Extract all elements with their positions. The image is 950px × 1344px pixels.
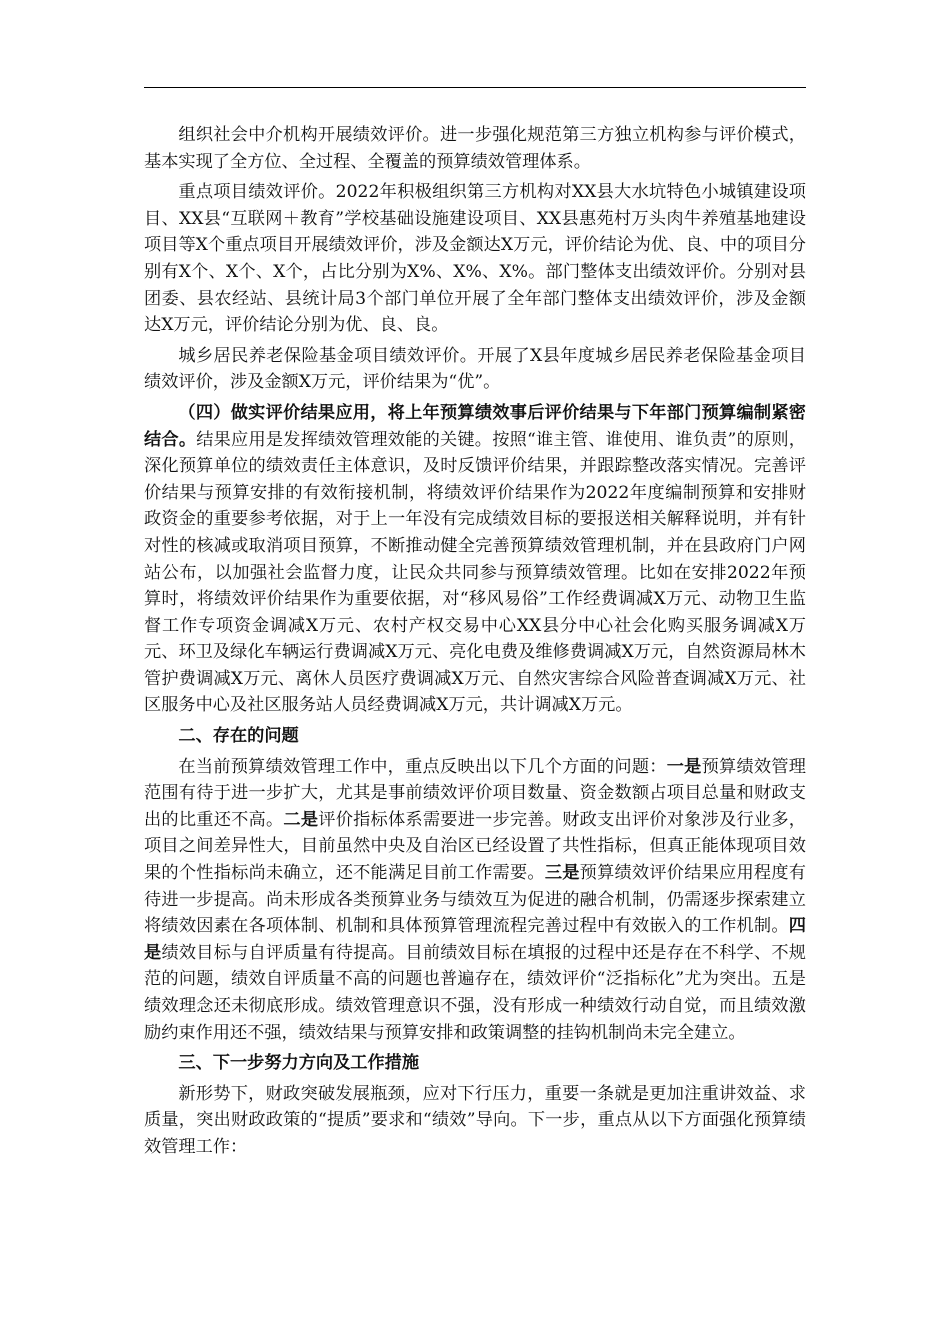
problem-marker-2: 二是 bbox=[283, 809, 319, 830]
problem-marker-4: 四是 bbox=[144, 916, 806, 963]
problem-marker-3: 三是 bbox=[544, 863, 580, 884]
heading-existing-problems: 二、存在的问题 bbox=[178, 726, 299, 747]
paragraph-problems bbox=[144, 754, 806, 1047]
paragraph-next-steps: 新形势下，财政突破发展瓶颈，应对下行压力，重要一条就是更加注重讲效益、求质量，突出财政政策的“提质”要求和“绩效”导向。下一步，重点从以下方面强化预算绩效管理工作： bbox=[144, 1083, 806, 1157]
problem-marker-1: 一是 bbox=[666, 756, 702, 777]
header-rule bbox=[144, 87, 806, 88]
problem-3-text: 预算绩效评价结果应用程度有待进一步提高。尚未形成各类预算业务与绩效互为促进的融合机制，仍需逐步探索建立将绩效因素在各项体制、机制和具体预算管理流程完善过程中有效嵌入的工作机制。 bbox=[144, 863, 806, 937]
problem-2-text: 评价指标体系需要进一步完善。财政支出评价对象涉及行业多，项目之间差异性大，目前虽然中央及自治区已经设置了共性指标，但真正能体现项目效果的个性指标尚未确立，还不能满足目前工作需要。 bbox=[144, 809, 806, 884]
document-body bbox=[144, 122, 806, 1161]
problem-1-text: 预算绩效管理范围有待于进一步扩大，尤其是事前绩效评价项目数量、资金数额占项目总量和财政支出的比重还不高。 bbox=[144, 756, 806, 830]
paragraph-result-application bbox=[144, 400, 806, 719]
paragraph-pension-fund-evaluation: 城乡居民养老保险基金项目绩效评价。开展了X县年度城乡居民养老保险基金项目绩效评价，涉及金额X万元，评价结果为“优”。 bbox=[144, 345, 806, 393]
paragraph-key-project-evaluation: 重点项目绩效评价。2022年积极组织第三方机构对XX县大水坑特色小城镇建设项目、XX县“互联网＋教育”学校基础设施建设项目、XX县惠苑村万头肉牛养殖基地建设项目等X个重点项目开展绩效评价，涉及金额达X万元，评价结论为优、良、中的项目分别有X个、X个、X个，占比分别为X%、X%、X%。部门整体支出绩效评价。分别对县团委、县农经站、县统计局3个部门单位开展了全年部门整体支出绩效评价，涉及金额达X万元，评价结论分别为优、良、良。 bbox=[144, 182, 806, 336]
result-application-text: 结果应用是发挥绩效管理效能的关键。按照“谁主管、谁使用、谁负责”的原则，深化预算单位的绩效责任主体意识，及时反馈评价结果，并跟踪整改落实情况。完善评价结果与预算安排的有效衔接机制，将绩效评价结果作为2022年度编制预算和安排财政资金的重要参考依据，对于上一年没有完成绩效目标的要报送相关解释说明，并有针对性的核减或取消项目预算，不断推动健全完善预算绩效管理机制，并在县政府门户网站公布，以加强社会监督力度，让民众共同参与预算绩效管理。比如在安排2022年预算时，将绩效评价结果作为重要依据，对“移风易俗”工作经费调减X万元、动物卫生监督工作专项资金调减X万元、农村产权交易中心XX县分中心社会化购买服务调减X万元、环卫及绿化车辆运行费调减X万元、亮化电费及维修费调减X万元，自然资源局林木管护费调减X万元、离休人员医疗费调减X万元、自然灾害综合风险普查调减X万元、社区服务中心及社区服务站人员经费调减X万元，共计调减X万元。 bbox=[144, 429, 806, 716]
paragraph-third-party-evaluation: 组织社会中介机构开展绩效评价。进一步强化规范第三方独立机构参与评价模式，基本实现了全方位、全过程、全覆盖的预算绩效管理体系。 bbox=[144, 125, 806, 172]
section-heading-4: （四）做实评价结果应用，将上年预算绩效事后评价结果与下年部门预算编制紧密结合。 bbox=[144, 402, 806, 450]
heading-next-steps: 三、下一步努力方向及工作措施 bbox=[178, 1053, 420, 1074]
problem-4-5-text: 绩效目标与自评质量有待提高。目前绩效目标在填报的过程中还是存在不科学、不规范的问题，绩效自评质量不高的问题也普遍存在，绩效评价“泛指标化”尤为突出。五是绩效理念还未彻底形成。绩效管理意识不强，没有形成一种绩效行动自觉，而且绩效激励约束作用还不强，绩效结果与预算安排和政策调整的挂钩机制尚未完全建立。 bbox=[144, 942, 806, 1043]
problems-intro: 在当前预算绩效管理工作中，重点反映出以下几个方面的问题： bbox=[178, 756, 667, 777]
